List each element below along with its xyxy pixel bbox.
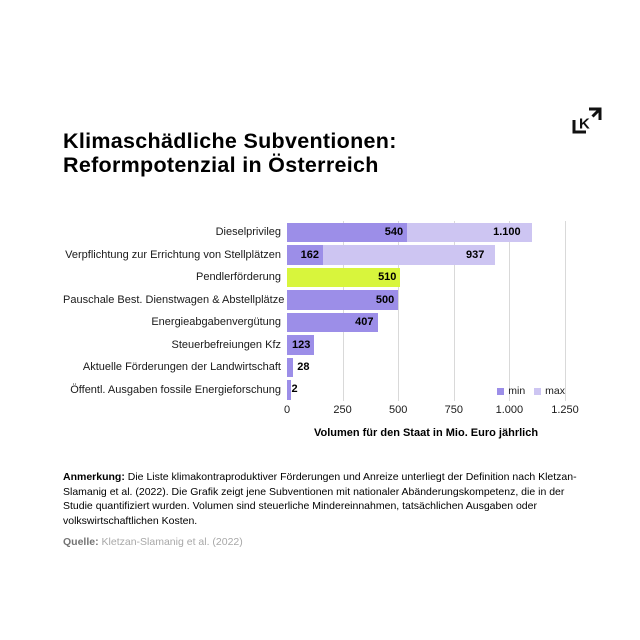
bar-min-segment <box>287 223 407 243</box>
bar-min-segment <box>287 335 314 355</box>
category-label: Steuerbefreiungen Kfz <box>171 338 281 351</box>
footnote <box>63 470 581 528</box>
title-line-1: Klimaschädliche Subventionen: <box>63 129 397 153</box>
bar-track <box>287 268 565 288</box>
legend-item-max <box>534 385 565 397</box>
x-tick-label: 0 <box>283 404 291 416</box>
x-tick-label: 500 <box>389 404 408 416</box>
bar-track <box>287 313 565 333</box>
category-label: Energieabgabenvergütung <box>151 316 281 328</box>
category-label: Verpflichtung zur Errichtung von Stellplätzen <box>65 248 281 261</box>
chart-row <box>63 266 565 289</box>
chart-row <box>63 289 565 312</box>
title-line-2: Reformpotenzial in Österreich <box>63 153 379 177</box>
bar-track <box>287 290 565 310</box>
category-label: Aktuelle Förderungen der Landwirtschaft <box>82 361 281 373</box>
category-label: Dieselprivileg <box>215 226 281 238</box>
value-label-max: 937 <box>466 248 485 261</box>
value-label-min: 162 <box>300 248 320 261</box>
x-axis-title: Volumen für den Staat in Mio. Euro jährlich <box>313 427 539 439</box>
legend-label: min <box>508 385 526 397</box>
chart-row <box>63 244 565 267</box>
bar-chart <box>63 221 579 456</box>
bar-track <box>287 358 565 378</box>
x-axis-ticks <box>63 402 579 418</box>
bar-min-segment <box>287 245 323 265</box>
footnote-label: Anmerkung: <box>63 471 125 483</box>
source-line <box>63 536 243 548</box>
chart-legend <box>497 382 565 400</box>
x-tick-label: 1.000 <box>495 404 524 416</box>
chart-row <box>63 311 565 334</box>
value-label-min: 28 <box>297 360 310 373</box>
value-label-min: 510 <box>378 271 397 284</box>
svg-text:K: K <box>579 115 590 133</box>
category-label: Öffentl. Ausgaben fossile Energieforschung <box>70 383 281 396</box>
source-label: Quelle: <box>63 536 99 548</box>
bar-min-segment <box>287 380 291 400</box>
value-label-min: 123 <box>291 338 311 351</box>
x-tick-label: 250 <box>333 404 352 416</box>
bar-highlight-segment <box>287 268 400 288</box>
bar-max-segment <box>407 223 532 243</box>
footnote-text: Die Liste klimakontraproduktiver Förderungen und Anreize unterliegt der Definition nach Kletzan-Slamanig et al. (2022). Die Grafik zeigt jene Subventionen mit nationaler Abänderungskompetenz, die in der Studie quantifiziert wurden. Volumen sind steuerliche Mindereinnahmen, tatsächlichen Ausgaben oder volkswirtschaftlichen Kosten. <box>63 471 577 527</box>
value-label-min: 407 <box>355 316 374 329</box>
chart-row <box>63 334 565 357</box>
legend-swatch-icon <box>534 388 541 395</box>
source-text: Kletzan-Slamanig et al. (2022) <box>101 536 243 548</box>
category-label: Pendlerförderung <box>195 271 281 283</box>
legend-label: max <box>545 385 565 397</box>
bar-track <box>287 223 565 243</box>
bar-min-segment <box>287 358 293 378</box>
bar-track <box>287 335 565 355</box>
chart-row <box>63 356 565 379</box>
x-tick-label: 750 <box>444 404 463 416</box>
bar-track <box>287 245 565 265</box>
bar-rows <box>63 221 565 401</box>
bar-min-segment <box>287 290 398 310</box>
legend-swatch-icon <box>497 388 504 395</box>
value-label-min: 2 <box>291 383 298 395</box>
value-label-min: 500 <box>375 293 395 306</box>
chart-row <box>63 221 565 244</box>
value-label-max: 1.100 <box>493 226 521 239</box>
gridline <box>565 221 566 401</box>
page-title <box>63 129 583 177</box>
legend-item-min <box>497 385 525 397</box>
x-tick-label: 1.250 <box>551 404 579 416</box>
value-label-min: 540 <box>384 226 404 239</box>
bar-min-segment <box>287 313 378 333</box>
chart-row <box>63 379 565 402</box>
category-label: Pauschale Best. Dienstwagen & Abstellplätze <box>63 293 285 306</box>
bar-max-segment <box>323 245 495 265</box>
